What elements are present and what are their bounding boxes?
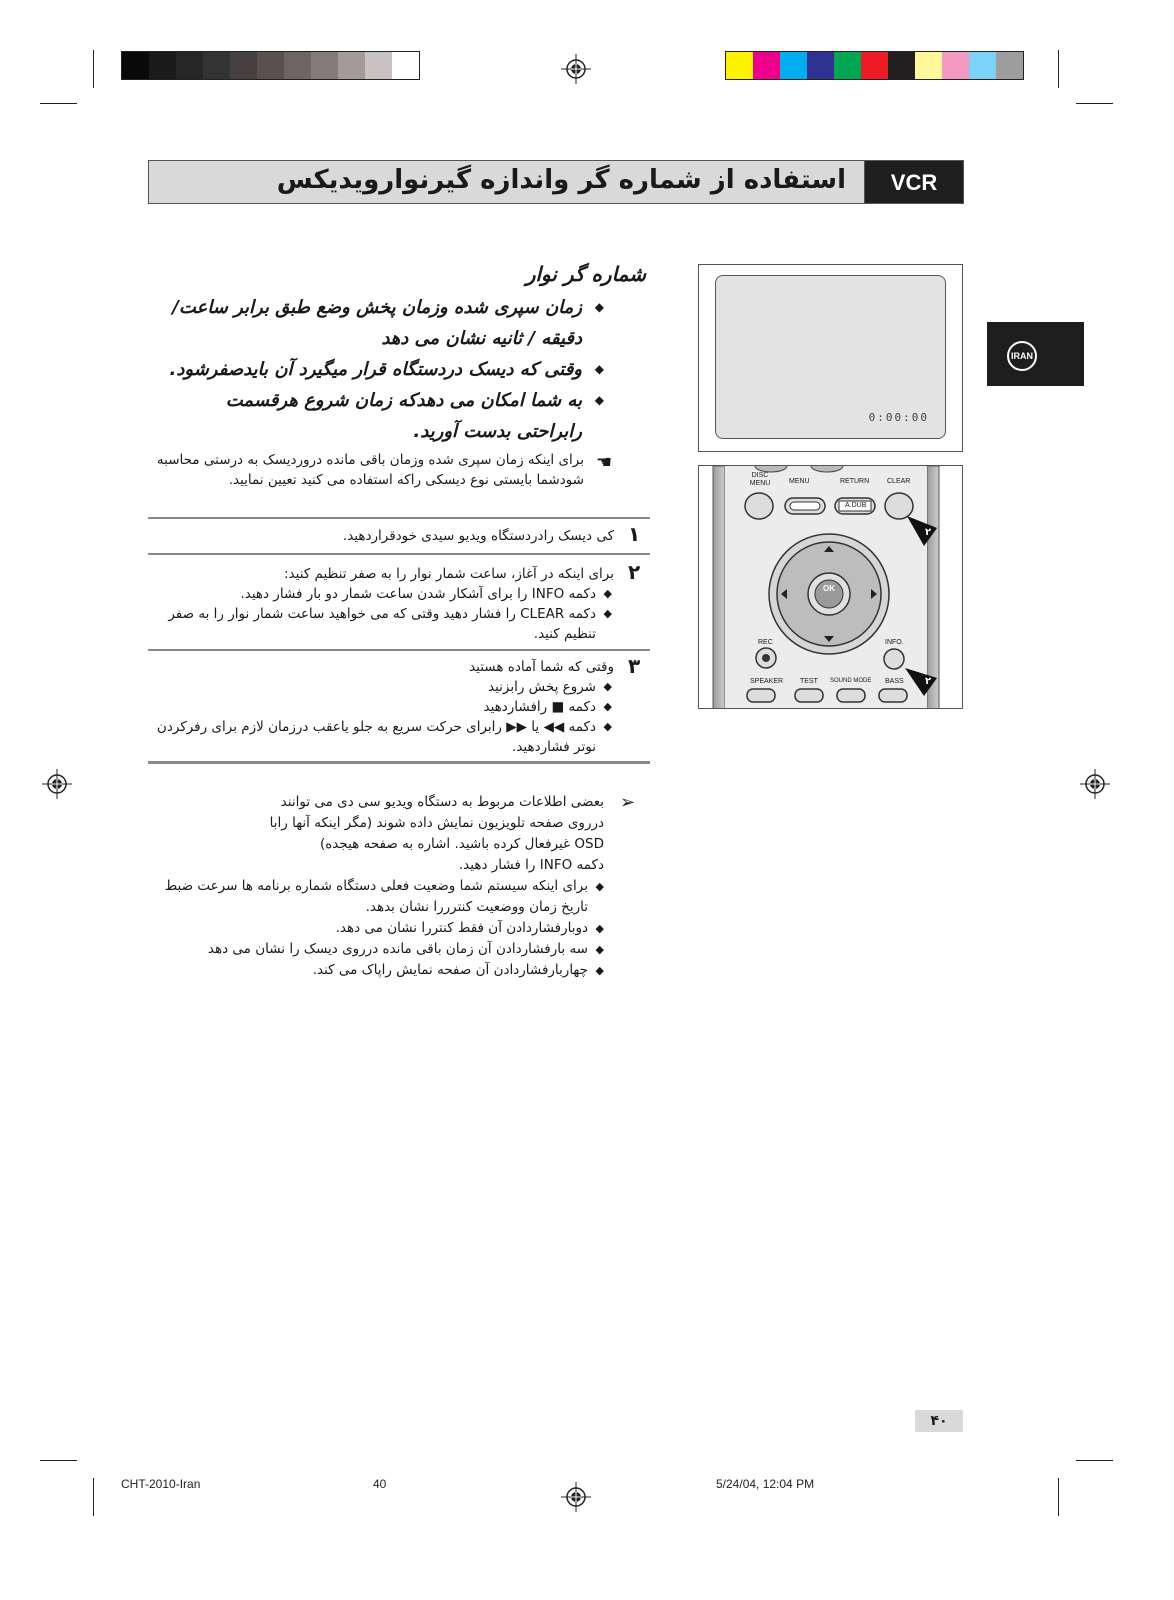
return-label: RETURN [840,478,870,485]
tv-screen [715,275,946,439]
step-2 [154,564,614,644]
bass-label: BASS [885,678,904,685]
tape-counter-display: 0:00:00 [868,411,929,424]
step-number: ۱ [628,522,641,546]
rec-label: REC [758,639,773,646]
language-tab [987,322,1084,386]
registration-mark-icon [42,769,72,799]
footer-timestamp: 5/24/04, 12:04 PM [716,1477,815,1491]
color-swatch [203,52,230,79]
color-swatch [780,52,807,79]
color-swatch [753,52,780,79]
note-bullet: ◆ دوبارفشاردادن آن فقط کنتررا نشان می دهد. [144,918,604,939]
step-bullet: ◆ شروع پخش رابزنید [154,677,614,697]
note-bullet: ◆ چهاربارفشاردادن آن صفحه نمایش راپاک می کند. [144,960,604,981]
color-swatch [861,52,888,79]
step-bullet: ◆ دکمه INFO را برای آشکار شدن ساعت شمار دو بار فشار دهید. [154,584,614,604]
step-bullet: ◆ دکمه CLEAR را فشار دهید وقتی که می خواهید ساعت شمار نوار را به صفر تنظیم کنید. [154,604,614,644]
color-swatch [284,52,311,79]
step-text: برای اینکه در آغاز، ساعت شمار نوار را به صفر تنظیم کنید: [284,566,614,582]
disc-type-note: برای اینکه زمان سپری شده وزمان باقی مانده دروردیسک به درستی محاسبه شودشما بایستی نوع دیسکی راکه استفاده می کنید تعیین نمایید. [156,452,584,488]
divider [148,553,650,555]
feature-item: ◆ به شما امکان می دهدکه زمان شروع هرقسمت رابراحتی بدست آورید. [164,385,604,447]
crop-mark [93,50,94,88]
color-swatch [365,52,392,79]
crop-mark [1058,50,1059,88]
color-swatch [338,52,365,79]
iran-badge: IRAN [1007,341,1037,371]
info-label: INFO. [885,639,904,646]
clear-label: CLEAR [887,478,911,485]
step-1 [154,526,614,546]
step-3 [154,657,614,757]
menu-label: MENU [789,478,810,485]
vcr-badge: VCR [864,160,964,204]
crop-mark [93,1478,94,1516]
note-bullet: ◆ برای اینکه سیستم شما وضعیت فعلی دستگاه شماره برنامه ها سرعت ضبط تاریخ زمان ووضعیت کنترررا نشان بدهد. [144,876,604,918]
step-bullet: ◆ دکمه ◀◀ یا ▶▶ رابرای حرکت سریع به جلو یاعقب درزمان لازم برای رفرکردن نوتر فشاردهید. [154,717,614,757]
note-line: دکمه INFO را فشار دهید. [458,857,604,873]
divider [148,761,650,764]
adub-label: A.DUB [845,502,867,509]
note-bullet: ◆ سه بارفشاردادن آن زمان باقی مانده درروی دیسک را نشان می دهد [144,939,604,960]
note-line: بعضی اطلاعات مربوط به دستگاه ویدیو سی دی می توانند [280,794,604,810]
crop-mark [40,1460,77,1461]
feature-item: ◆ زمان سپری شده وزمان پخش وضع طبق برابر ساعت/ دقیقه / ثانیه نشان می دهد [164,292,604,354]
section-heading: شماره گر نوار [525,262,646,286]
color-swatch [807,52,834,79]
ok-label: OK [823,584,835,593]
crop-mark [1076,1460,1113,1461]
disc-menu-label: DISC MENU [749,472,771,487]
page-title: استفاده از شماره گر واندازه گیرنوارویدیکس [276,165,846,195]
color-swatch [392,52,419,79]
color-swatch [969,52,996,79]
registration-mark-icon [1080,769,1110,799]
crop-mark [40,103,77,104]
note-line: درروی صفحه تلویزیون نمایش داده شوند (مگر اینکه آنها رابا [269,815,604,831]
crop-mark [1076,103,1113,104]
note-arrow-icon: ➢ [620,792,636,813]
pointing-hand-icon: ☚ [596,452,613,473]
remote-illustration [698,465,963,709]
test-label: TEST [800,678,818,685]
color-swatch [257,52,284,79]
color-calibration-bar [725,51,1024,80]
step-number: ۲ [628,560,641,584]
step-number: ۳ [628,654,641,678]
crop-mark [1058,1478,1059,1516]
page-title-bar [148,160,864,204]
color-swatch [996,52,1023,79]
footer-page: 40 [373,1477,387,1491]
color-swatch [176,52,203,79]
color-swatch [888,52,915,79]
feature-item: ◆ وقتی که دیسک دردستگاه قرار میگیرد آن بایدصفرشود. [164,354,604,385]
color-swatch [834,52,861,79]
tv-illustration [698,264,963,452]
step-bullet: ◆ دکمه ■ رافشاردهید [154,697,614,717]
footer-filename: CHT-2010-Iran [121,1477,201,1491]
page-number: ۴۰ [915,1410,963,1432]
divider [148,517,650,519]
color-swatch [230,52,257,79]
color-swatch [149,52,176,79]
note-line: OSD غیرفعال کرده باشید. اشاره به صفحه هیجده) [319,836,604,852]
color-swatch [915,52,942,79]
info-notes [144,792,604,981]
color-swatch [122,52,149,79]
feature-list [164,292,604,447]
step-text: وقتی که شما آماده هستید [469,659,614,675]
callout-number: ۲ [925,527,932,538]
divider [148,649,650,651]
registration-mark-icon [561,54,591,84]
color-swatch [726,52,753,79]
callout-number: ۲ [925,676,932,687]
color-swatch [311,52,338,79]
sound-mode-label: SOUND MODE [830,678,872,684]
grayscale-calibration-bar [121,51,420,80]
step-text: کی دیسک رادردستگاه ویدیو سیدی خودقراردهید. [342,528,614,544]
registration-mark-icon [561,1482,591,1512]
speaker-label: SPEAKER [750,678,784,685]
color-swatch [942,52,969,79]
